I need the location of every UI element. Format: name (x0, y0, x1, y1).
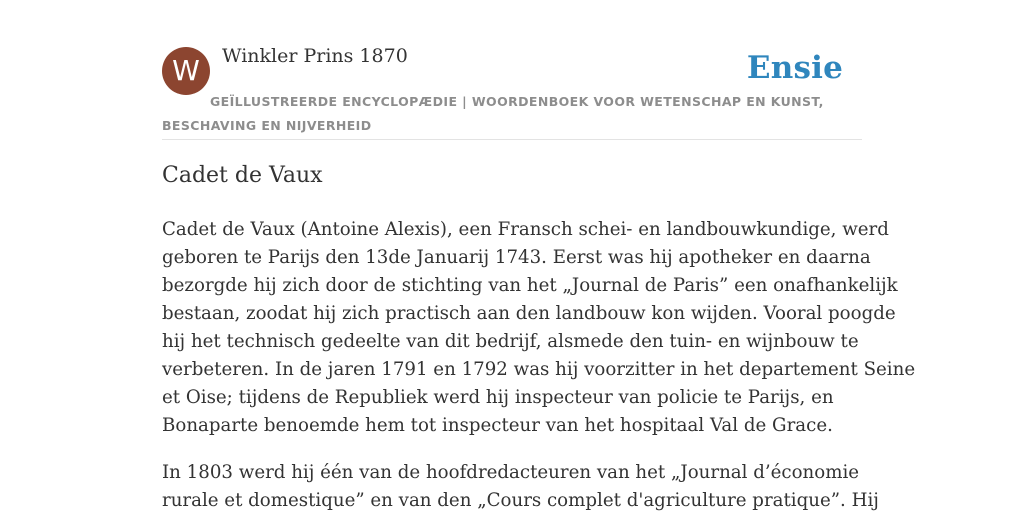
paragraph-line: rurale et domestique” en van den „Cours complet d'agriculture pratique”. Hij (162, 490, 879, 511)
source-avatar[interactable] (162, 47, 210, 95)
article-paragraph (162, 216, 916, 440)
paragraph-line: Cadet de Vaux (Antoine Alexis), een Fransch schei- en landbouwkundige, werd (162, 219, 889, 240)
source-title-link[interactable]: Winkler Prins 1870 (222, 45, 408, 67)
paragraph-line: bezorgde hij zich door de stichting van het „Journal de Paris” een onafhankelijk (162, 275, 898, 296)
avatar-letter: W (172, 54, 200, 87)
ensie-logo[interactable]: Ensie (746, 50, 843, 86)
article-title: Cadet de Vaux (162, 163, 323, 188)
paragraph-line: hij het technisch gedeelte van dit bedrijf, alsmede den tuin- en wijnbouw te (162, 331, 859, 352)
subtitle-line: GEÏLLUSTREERDE ENCYCLOPÆDIE | WOORDENBOEK VOOR WETENSCHAP EN KUNST, (210, 94, 824, 109)
paragraph-line: et Oise; tijdens de Republiek werd hij inspecteur van policie te Parijs, en (162, 387, 834, 408)
source-subtitle (162, 90, 822, 138)
paragraph-line: In 1803 werd hij één van de hoofdredacteuren van het „Journal d’économie (162, 462, 860, 483)
article-paragraph (162, 459, 879, 515)
subtitle-line: BESCHAVING EN NIJVERHEID (162, 118, 372, 133)
paragraph-line: geboren te Parijs den 13de Januarij 1743. Eerst was hij apotheker en daarna (162, 247, 871, 268)
page-container (162, 0, 916, 511)
paragraph-line: Bonaparte benoemde hem tot inspecteur van het hospitaal Val de Grace. (162, 415, 833, 436)
page-header (162, 0, 862, 140)
paragraph-line: verbeteren. In de jaren 1791 en 1792 was hij voorzitter in het departement Seine (162, 359, 916, 380)
paragraph-line: bestaan, zoodat hij zich practisch aan den landbouw kon wijden. Vooral poogde (162, 303, 896, 324)
